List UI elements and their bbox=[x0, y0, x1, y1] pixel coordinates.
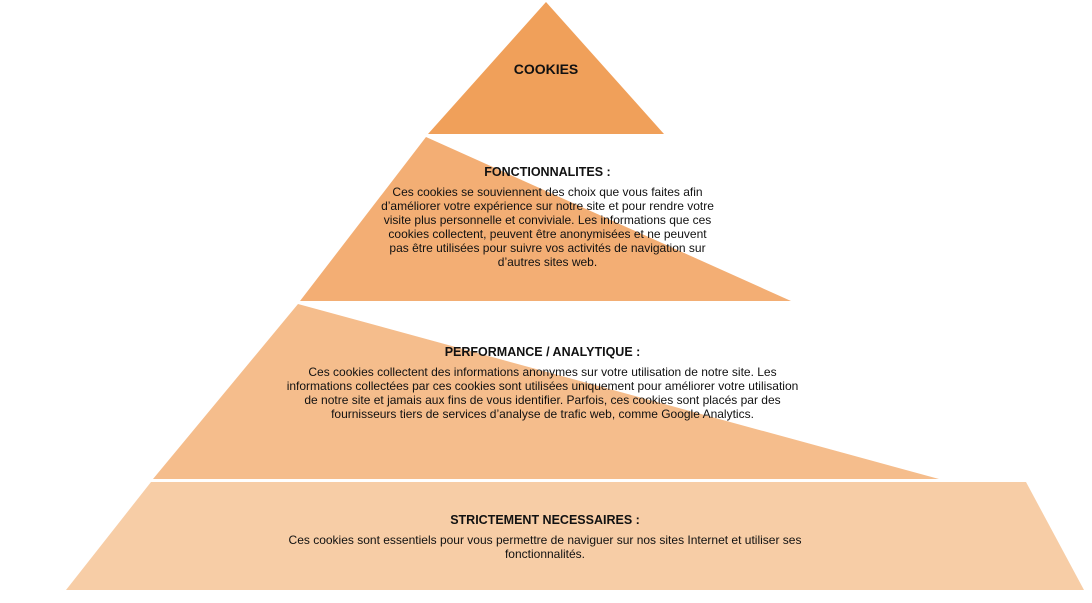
level-strictement-necessaires-title: STRICTEMENT NECESSAIRES : bbox=[450, 513, 640, 527]
level-strictement-necessaires-text bbox=[265, 513, 825, 561]
level-cookies-title: COOKIES bbox=[513, 61, 579, 77]
level-cookies-text bbox=[476, 61, 616, 77]
level-performance-description: Ces cookies collectent des informations anonymes sur votre utilisation de notre site. Les informations collectées par ces cookies sont utilisées uniquement pour améliorer votre utilisation de notre site et jamais aux fins de vous identifier. Parfois, ces cookies sont placés par des fournisseurs tiers de services d’analyse de trafic web, comme Google Analytics. bbox=[286, 365, 799, 421]
level-strictement-necessaires-description: Ces cookies sont essentiels pour vous permettre de naviguer sur nos sites Internet et utiliser ses fonctionnalités. bbox=[288, 533, 802, 561]
level-performance-text bbox=[285, 345, 800, 421]
level-fonctionnalites-title: FONCTIONNALITES : bbox=[484, 165, 611, 179]
level-fonctionnalites-description: Ces cookies se souviennent des choix que vous faites afin d’améliorer votre expérience sur notre site et pour rendre votre visite plus personnelle et conviviale. Les informations que ces cookies collectent, peuvent être anonymisées et ne peuvent pas être utilisées pour suivre vos activités de navigation sur d’autres sites web. bbox=[381, 185, 714, 269]
level-fonctionnalites-text bbox=[380, 165, 715, 269]
level-performance-title: PERFORMANCE / ANALYTIQUE : bbox=[444, 345, 641, 359]
